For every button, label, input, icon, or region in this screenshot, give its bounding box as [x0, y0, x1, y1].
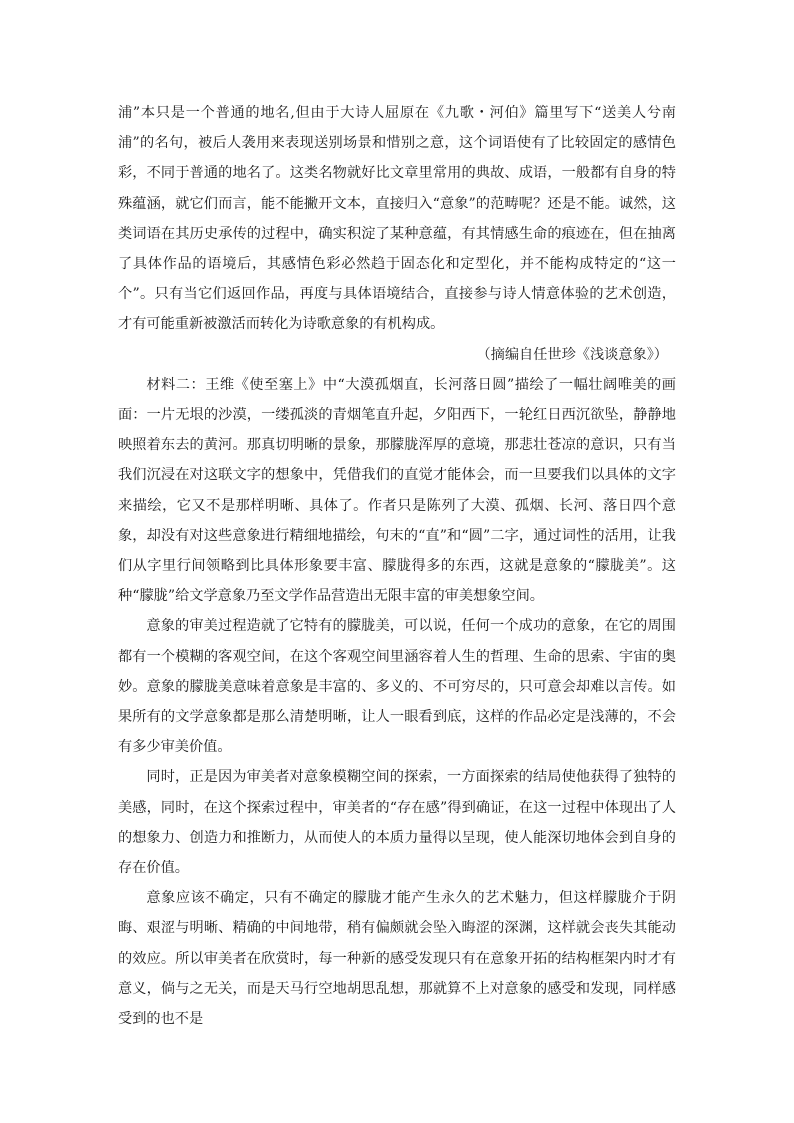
paragraph-material-two: 材料二：王维《使至塞上》中“大漠孤烟直，长河落日圆”描绘了一幅壮阔唯美的画面：一片无垠的沙漠，一缕孤淡的青烟笔直升起，夕阳西下，一轮红日西沉欲坠，静静地映照着东去的黄河。那真切明晰的景象，那朦胧浑厚的意境，那悲壮苍凉的意识，只有当我们沉浸在对这联文字的想象中，凭借我们的直觉才能体会，而一旦要我们以具体的文字来描绘，它又不是那样明晰、具体了。作者只是陈列了大漠、孤烟、长河、落日四个意象，却没有对这些意象进行精细地描绘，句末的“直”和“圆”二字，通过词性的活用，让我们从字里行间领略到比具体形象要丰富、朦胧得多的东西，这就是意象的“朦胧美”。这种“朦胧”给文学意象乃至文学作品营造出无限丰富的审美想象空间。 — [118, 376, 676, 605]
paragraph-pu-place-name: 浦”本只是一个普通的地名,但由于大诗人屈原在《九歌・河伯》篇里写下“送美人兮南浦”的名句，被后人袭用来表现送别场景和惜别之意，这个词语使有了比较固定的感情色彩，不同于普通的地名了。这类名物就好比文章里常用的典故、成语，一般都有自身的特殊蕴涵，就它们而言，能不能撇开文本，直接归入“意象”的范畴呢？还是不能。诚然，这类词语在其历史承传的过程中，确实积淀了某种意蕴，有其情感生命的痕迹在，但在抽离了具体作品的语境后，其感情色彩必然趋于固态化和定型化，并不能构成特定的“这一个”。只有当它们返回作品，再度与具体语境结合，直接参与诗人情意体验的艺术创造，才有可能重新被激活而转化为诗歌意象的有机构成。 — [118, 105, 676, 333]
source-citation: （摘编自任世珍《浅谈意象》） — [476, 346, 668, 363]
paragraph-uncertainty: 意象应该不确定，只有不确定的朦胧才能产生永久的艺术魅力，但这样朦胧介于阴晦、艰涩与明晰、精确的中间地带，稍有偏颇就会坠入晦涩的深渊，这样就会丧失其能动的效应。所以审美者在欣赏时，每一种新的感受发现只有在意象开拓的结构框架内时才有意义，倘与之无关，而是天马行空地胡思乱想，那就算不上对意象的感受和发现，同样感受到的也不是 — [118, 890, 676, 1028]
paragraph-sense-of-existence: 同时，正是因为审美者对意象模糊空间的探索，一方面探索的结局使他获得了独特的美感，同时，在这个探索过程中，审美者的“存在感”得到确证，在这一过程中体现出了人的想象力、创造力和推断力，从而使人的本质力量得以呈现，使人能深切地体会到自身的存在价值。 — [118, 769, 676, 877]
paragraph-hazy-beauty: 意象的审美过程造就了它特有的朦胧美，可以说，任何一个成功的意象，在它的周围都有一个模糊的客观空间，在这个客观空间里涵容着人生的哲理、生命的思索、宇宙的奥妙。意象的朦胧美意味着意象是丰富的、多义的、不可穷尽的，只可意会却难以言传。如果所有的文学意象都是那么清楚明晰，让人一眼看到底，这样的作品必定是浅薄的，不会有多少审美价值。 — [118, 618, 676, 756]
